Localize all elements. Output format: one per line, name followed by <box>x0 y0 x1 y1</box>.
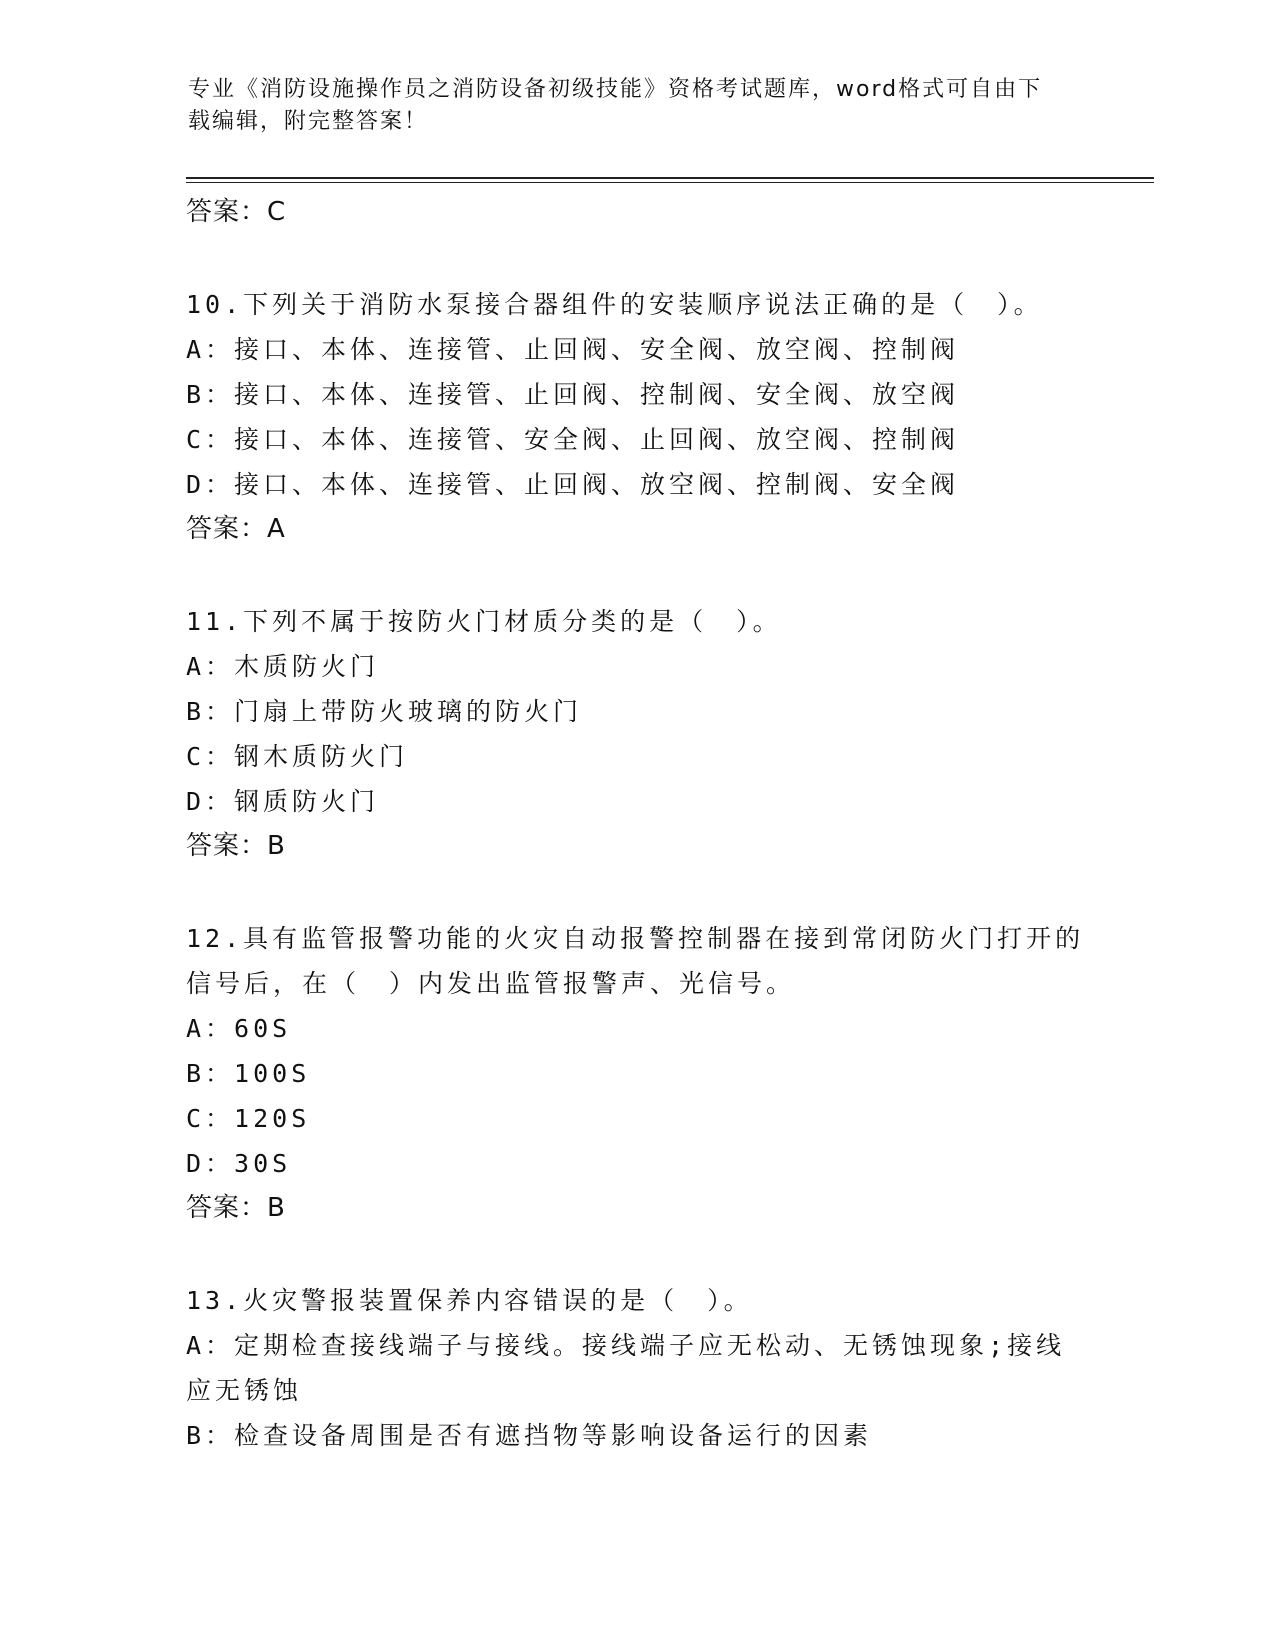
question-stem: 13.火灾警报装置保养内容错误的是（ ）。 <box>186 1286 753 1315</box>
header-divider-thin <box>186 182 1154 183</box>
question-stem-continued: 信号后，在（ ）内发出监管报警声、光信号。 <box>186 969 796 998</box>
question-block <box>186 916 1086 1231</box>
question-stem: 10.下列关于消防水泵接合器组件的安装顺序说法正确的是（ ）。 <box>186 290 1043 319</box>
answer-line: 答案：C <box>186 197 287 227</box>
option-a: A：接口、本体、连接管、止回阀、安全阀、放空阀、控制阀 <box>186 335 960 364</box>
option-b: B：100S <box>186 1059 311 1088</box>
question-block <box>186 282 1086 552</box>
option-c: C：钢木质防火门 <box>186 742 409 771</box>
question-block <box>186 1278 1086 1458</box>
header-line-2: 载编辑，附完整答案！ <box>188 109 429 134</box>
option-b: B：门扇上带防火玻璃的防火门 <box>186 697 583 726</box>
option-a: A：60S <box>186 1014 292 1043</box>
page-header <box>188 74 1068 138</box>
option-b: B：检查设备周围是否有遮挡物等影响设备运行的因素 <box>186 1421 873 1450</box>
option-a-continued: 应无锈蚀 <box>186 1376 303 1405</box>
spacer <box>186 869 1086 916</box>
answer-line: 答案：B <box>186 1193 286 1223</box>
option-a: A：木质防火门 <box>186 652 380 681</box>
spacer <box>186 1231 1086 1278</box>
question-block <box>186 599 1086 869</box>
option-d: D：30S <box>186 1149 292 1178</box>
option-a: A：定期检查接线端子与接线。接线端子应无松动、无锈蚀现象;接线 <box>186 1331 1066 1360</box>
header-line-1: 专业《消防设施操作员之消防设备初级技能》资格考试题库，word格式可自由下 <box>188 77 1043 102</box>
option-d: D：接口、本体、连接管、止回阀、放空阀、控制阀、安全阀 <box>186 470 960 499</box>
option-b: B：接口、本体、连接管、止回阀、控制阀、安全阀、放空阀 <box>186 380 960 409</box>
option-d: D：钢质防火门 <box>186 787 380 816</box>
question-list <box>186 190 1086 1458</box>
answer-line: 答案：A <box>186 514 286 544</box>
question-stem: 11.下列不属于按防火门材质分类的是（ ）。 <box>186 607 782 636</box>
option-c: C：接口、本体、连接管、安全阀、止回阀、放空阀、控制阀 <box>186 425 960 454</box>
answer-line: 答案：B <box>186 831 286 861</box>
question-stem: 12.具有监管报警功能的火灾自动报警控制器在接到常闭防火门打开的 <box>186 924 1085 953</box>
header-divider <box>186 177 1154 179</box>
option-c: C：120S <box>186 1104 311 1133</box>
spacer <box>186 235 1086 282</box>
spacer <box>186 552 1086 599</box>
